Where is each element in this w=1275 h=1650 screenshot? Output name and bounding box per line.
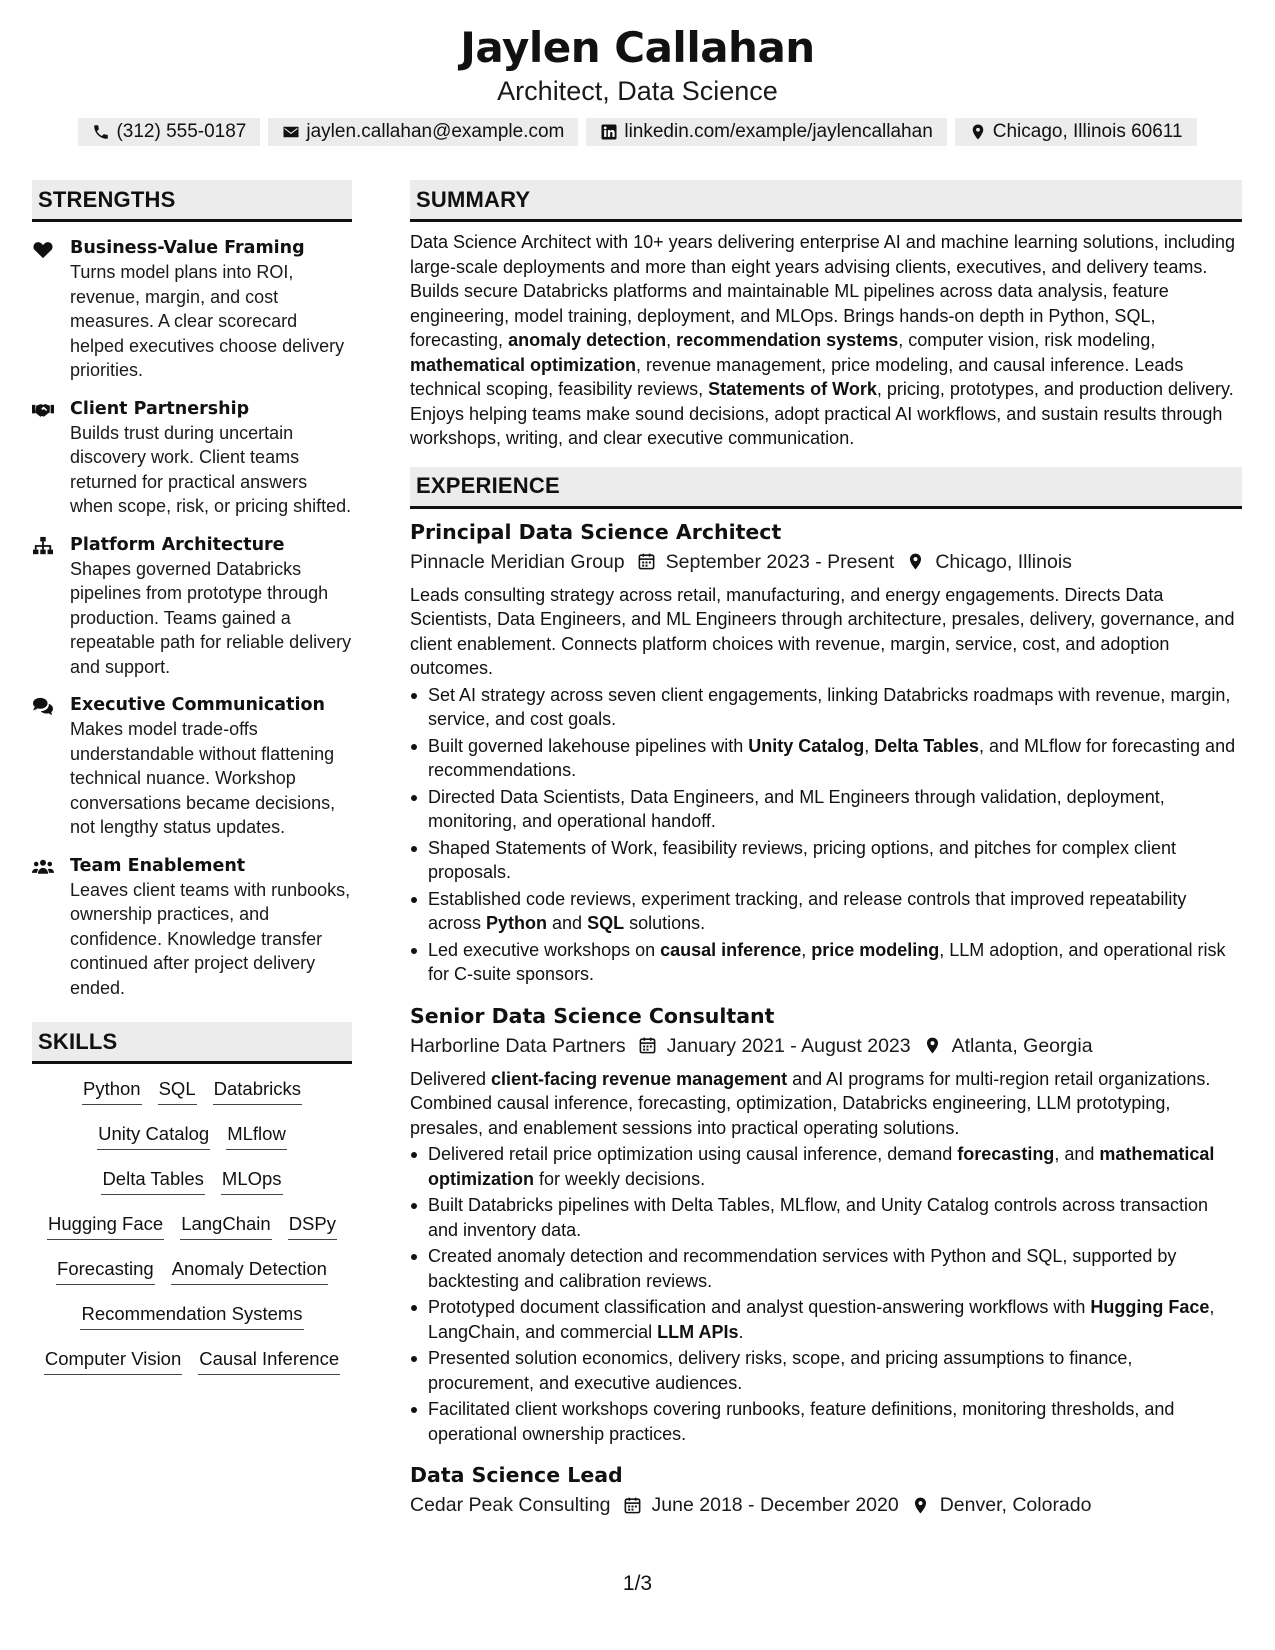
job-location: Denver, Colorado (939, 1494, 1092, 1516)
comments-icon (32, 693, 70, 840)
job-bullets (410, 683, 1242, 987)
job-location: Chicago, Illinois (935, 550, 1072, 573)
right-column (410, 180, 1242, 1520)
contact-bar (0, 118, 1275, 146)
strength-title: Platform Architecture (70, 534, 285, 555)
skill-tag: MLOps (221, 1166, 283, 1195)
location-pin-icon (899, 1496, 940, 1515)
list-item: Led executive workshops on causal inference, price modeling, LLM adoption, and operational risk for C-suite sponsors. (410, 938, 1242, 987)
users-icon (32, 854, 70, 1001)
skill-tag: LangChain (180, 1211, 272, 1240)
skill-tag: Computer Vision (44, 1346, 182, 1375)
contact-email[interactable] (268, 118, 578, 146)
heart-icon (32, 236, 70, 383)
job-location: Atlanta, Georgia (951, 1034, 1093, 1057)
skill-row (32, 1211, 352, 1256)
skill-tag: Anomaly Detection (171, 1256, 328, 1285)
strength-desc: Makes model trade-offs understandable without flattening technical nuance. Workshop conversations became decisions, not lengthy status updates. (70, 719, 336, 837)
strength-desc: Turns model plans into ROI, revenue, margin, and cost measures. A clear scorecard helped executives choose delivery priorities. (70, 262, 345, 380)
job-title: Principal Data Science Architect (410, 519, 782, 544)
skill-tag: Forecasting (56, 1256, 155, 1285)
envelope-icon (282, 123, 300, 141)
skill-row (32, 1121, 352, 1166)
contact-linkedin-text: linkedin.com/example/jaylencallahan (624, 121, 933, 142)
calendar-icon (625, 552, 666, 571)
location-pin-icon (911, 1036, 952, 1055)
candidate-name: Jaylen Callahan (460, 23, 815, 72)
sitemap-icon (32, 533, 70, 680)
skill-tag: Hugging Face (47, 1211, 164, 1240)
handshake-icon (32, 397, 70, 519)
contact-email-text: jaylen.callahan@example.com (306, 121, 565, 142)
skill-tag: Unity Catalog (97, 1121, 210, 1150)
strength-item (32, 693, 352, 840)
skill-tag: Causal Inference (198, 1346, 340, 1375)
list-item: Built Databricks pipelines with Delta Tables, MLflow, and Unity Catalog controls across transaction and inventory data. (410, 1193, 1242, 1242)
contact-phone-text: (312) 555-0187 (116, 121, 247, 142)
skill-row (32, 1166, 352, 1211)
strength-title: Executive Communication (70, 695, 325, 715)
calendar-icon (626, 1036, 667, 1055)
linkedin-icon (600, 123, 618, 141)
list-item: Shaped Statements of Work, feasibility reviews, pricing options, and pitches for complex client proposals. (410, 836, 1242, 885)
strength-desc: Shapes governed Databricks pipelines from prototype through production. Teams gained a repeatable path for reliable delivery and support. (70, 558, 352, 677)
skill-tag: MLflow (226, 1121, 287, 1150)
resume-header (0, 22, 1275, 146)
skill-tag: Recommendation Systems (80, 1301, 303, 1330)
list-item: Established code reviews, experiment tracking, and release controls that improved repeatability across Python and SQL solutions. (410, 887, 1242, 936)
job-company: Cedar Peak Consulting (410, 1494, 611, 1516)
strength-title: Team Enablement (70, 855, 246, 876)
strength-item (32, 397, 352, 519)
skills-list (32, 1076, 352, 1391)
job-entry (410, 517, 1242, 987)
job-description: Leads consulting strategy across retail, manufacturing, and energy engagements. Directs Data Scientists, Data Engineers, and ML Engineers through architecture, presales, delivery, governance, and client enablement. Connects platform choices with revenue, margin, service, cost, and adoption outcomes. (410, 584, 1235, 678)
summary-heading: SUMMARY (410, 180, 1242, 222)
page-number: 1/3 (622, 1572, 653, 1595)
experience-heading: EXPERIENCE (410, 467, 1242, 509)
skill-tag: Databricks (213, 1076, 302, 1105)
contact-location-text: Chicago, Illinois 60611 (992, 121, 1183, 142)
strengths-heading: STRENGTHS (32, 180, 352, 222)
skill-row (32, 1301, 352, 1346)
contact-phone[interactable] (78, 118, 260, 146)
job-company: Pinnacle Meridian Group (410, 550, 625, 573)
skill-tag: SQL (158, 1076, 197, 1105)
job-title: Data Science Lead (410, 1463, 623, 1487)
list-item: Facilitated client workshops covering runbooks, feature definitions, monitoring thresholds, and operational ownership practices. (410, 1397, 1242, 1446)
strength-desc: Builds trust during uncertain discovery work. Client teams returned for practical answers when scope, risk, or pricing shifted. (70, 422, 352, 516)
skill-tag: Delta Tables (101, 1166, 204, 1195)
skill-tag: Python (82, 1076, 142, 1105)
location-pin-icon (969, 123, 987, 141)
job-description: Delivered client-facing revenue management and AI programs for multi-region retail organizations. Combined causal inference, forecasting, optimization, Databricks engineering, LLM prototyping, presales, and enablement sessions into practical operating solutions. (410, 1068, 1211, 1138)
list-item: Prototyped document classification and analyst question-answering workflows with Hugging Face, LangChain, and commercial LLM APIs. (410, 1295, 1242, 1344)
strength-title: Business-Value Framing (70, 238, 305, 258)
job-meta (410, 1490, 1242, 1520)
job-meta (410, 1031, 1242, 1061)
phone-icon (92, 123, 110, 141)
strength-title: Client Partnership (70, 398, 250, 419)
list-item: Directed Data Scientists, Data Engineers, and ML Engineers through validation, deployment, monitoring, and operational handoff. (410, 785, 1242, 834)
job-dates: June 2018 - December 2020 (651, 1494, 899, 1516)
list-item: Created anomaly detection and recommendation services with Python and SQL, supported by backtesting and calibration reviews. (410, 1244, 1242, 1293)
strength-desc: Leaves client teams with runbooks, ownership practices, and confidence. Knowledge transfer continued after project delivery ended. (70, 879, 351, 998)
strength-item (32, 854, 352, 1001)
job-entry (410, 1001, 1242, 1447)
list-item: Built governed lakehouse pipelines with Unity Catalog, Delta Tables, and MLflow for forecasting and recommendations. (410, 734, 1242, 783)
job-bullets (410, 1142, 1242, 1446)
skill-row (32, 1256, 352, 1301)
job-company: Harborline Data Partners (410, 1034, 626, 1057)
list-item: Presented solution economics, delivery risks, scope, and pricing assumptions to finance, procurement, and executive audiences. (410, 1346, 1242, 1395)
skill-row (32, 1346, 352, 1391)
list-item: Set AI strategy across seven client engagements, linking Databricks roadmaps with revenue, margin, service, and cost goals. (410, 683, 1242, 732)
left-column (32, 180, 352, 1391)
skill-row (32, 1076, 352, 1121)
strength-item (32, 236, 352, 383)
location-pin-icon (894, 552, 935, 571)
job-meta (410, 547, 1242, 577)
strength-item (32, 533, 352, 680)
job-dates: September 2023 - Present (665, 550, 895, 573)
skills-heading: SKILLS (32, 1022, 352, 1064)
job-entry (410, 1460, 1242, 1520)
contact-linkedin[interactable] (586, 118, 946, 146)
list-item: Delivered retail price optimization using causal inference, demand forecasting, and mathematical optimization for weekly decisions. (410, 1142, 1242, 1191)
calendar-icon (611, 1496, 652, 1515)
contact-location (955, 118, 1197, 146)
candidate-title: Architect, Data Science (497, 76, 778, 106)
job-title: Senior Data Science Consultant (410, 1003, 775, 1028)
summary-text: Data Science Architect with 10+ years delivering enterprise AI and machine learning solutions, including large-scale deployments and more than eight years advising clients, executives, and delivery teams. Builds secure Databricks platforms and maintainable ML pipelines across data analysis, feature engineering, model training, deployment, and MLOps. Brings hands-on depth in Python, SQL, forecasting, anomaly detection, recommendation systems, computer vision, risk modeling, mathematical optimization, revenue management, price modeling, and causal inference. Leads technical scoping, feasibility reviews, Statements of Work, pricing, prototypes, and production delivery. Enjoys helping teams make sound decisions, adopt practical AI workflows, and sustain results through workshops, writing, and clear executive communication. (410, 232, 1235, 448)
job-dates: January 2021 - August 2023 (666, 1034, 911, 1057)
skill-tag: DSPy (288, 1211, 337, 1240)
experience-list (410, 517, 1242, 1521)
